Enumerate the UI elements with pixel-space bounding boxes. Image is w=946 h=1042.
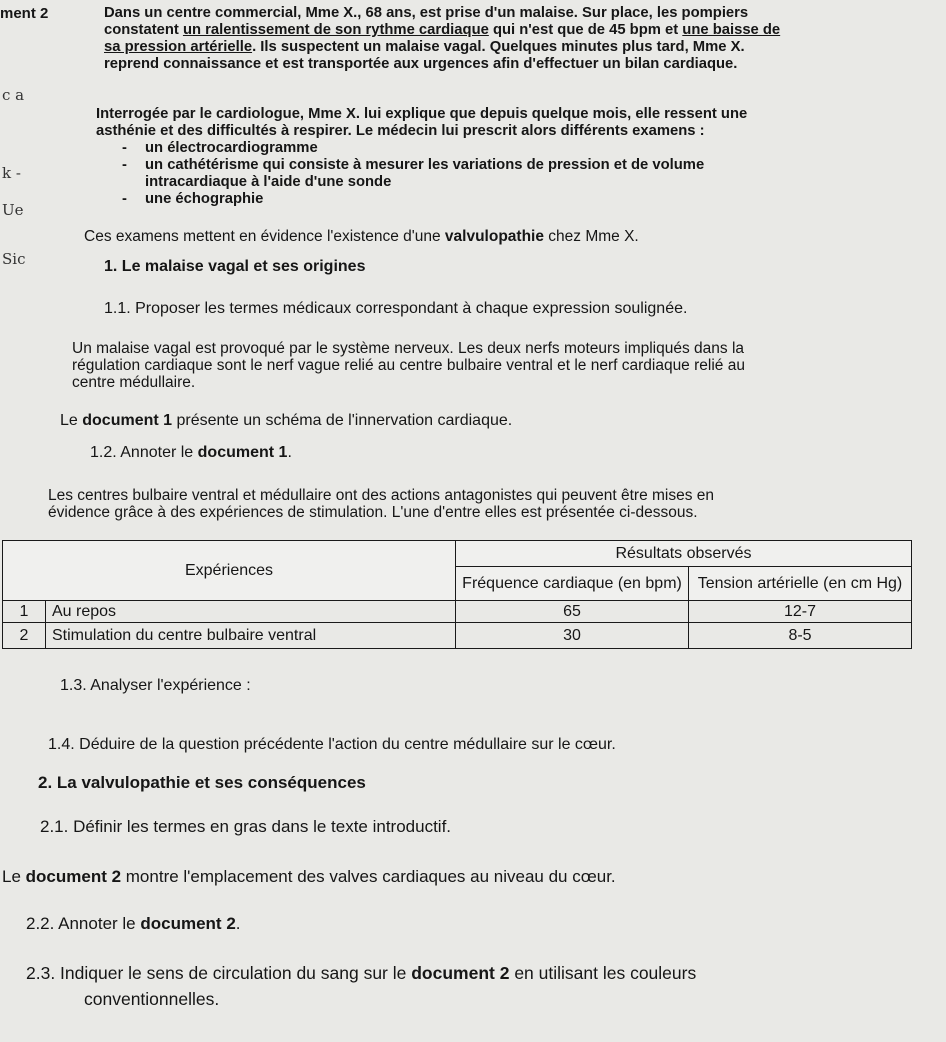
bullet-dash: - bbox=[122, 140, 127, 156]
margin-scribble: Ue bbox=[2, 201, 24, 219]
question-1-1: 1.1. Proposer les termes médicaux correspondant à chaque expression soulignée. bbox=[104, 300, 688, 317]
margin-scribble: c a bbox=[2, 86, 25, 104]
valvulopathie-line: Ces examens mettent en évidence l'existence d'une valvulopathie chez Mme X. bbox=[84, 228, 639, 245]
document-1-intro: Le document 1 présente un schéma de l'innervation cardiaque. bbox=[60, 412, 513, 429]
bullet-dash: - bbox=[122, 157, 127, 173]
question-1-2: 1.2. Annoter le document 1. bbox=[90, 444, 292, 461]
exam-item: un électrocardiogramme bbox=[145, 140, 318, 156]
table-row bbox=[3, 623, 912, 649]
row-frequency: 65 bbox=[456, 601, 689, 623]
question-2-3-continued: conventionnelles. bbox=[84, 989, 220, 1009]
question-1-3: 1.3. Analyser l'expérience : bbox=[60, 677, 251, 694]
intro-line: sa pression artérielle. Ils suspectent un malaise vagal. Quelques minutes plus tard, Mme X. bbox=[104, 39, 745, 55]
header-tension: Tension artérielle (en cm Hg) bbox=[689, 567, 912, 601]
row-frequency: 30 bbox=[456, 623, 689, 649]
table-header-row bbox=[3, 541, 912, 567]
results-table bbox=[2, 540, 912, 649]
header-results: Résultats observés bbox=[456, 541, 912, 567]
section-title: 2. La valvulopathie et ses conséquences bbox=[38, 773, 366, 792]
cardio-line: Interrogée par le cardiologue, Mme X. lui explique que depuis quelque mois, elle ressent une bbox=[96, 106, 748, 122]
body-line: Les centres bulbaire ventral et médullaire ont des actions antagonistes qui peuvent être mises en bbox=[48, 487, 715, 504]
margin-scribble: k - bbox=[2, 164, 21, 182]
question-1-4: 1.4. Déduire de la question précédente l'action du centre médullaire sur le cœur. bbox=[48, 736, 616, 753]
row-tension: 8-5 bbox=[689, 623, 912, 649]
margin-scribble: Sic bbox=[2, 250, 26, 268]
header-experiences: Expériences bbox=[3, 541, 456, 601]
exam-item: intracardiaque à l'aide d'une sonde bbox=[145, 174, 392, 190]
row-label: Au repos bbox=[46, 601, 456, 623]
exam-item: un cathétérisme qui consiste à mesurer les variations de pression et de volume bbox=[145, 157, 705, 173]
body-line: centre médullaire. bbox=[72, 374, 196, 391]
exam-item: une échographie bbox=[145, 191, 264, 207]
row-label: Stimulation du centre bulbaire ventral bbox=[46, 623, 456, 649]
intro-line: constatent un ralentissement de son rythme cardiaque qui n'est que de 45 bpm et une baisse de bbox=[104, 22, 781, 38]
cardio-line: asthénie et des difficultés à respirer. Le médecin lui prescrit alors différents examens : bbox=[96, 123, 705, 139]
document-2-intro: Le document 2 montre l'emplacement des valves cardiaques au niveau du cœur. bbox=[2, 867, 616, 886]
header-frequency: Fréquence cardiaque (en bpm) bbox=[456, 567, 689, 601]
body-line: régulation cardiaque sont le nerf vague relié au centre bulbaire ventral et le nerf cardiaque relié au bbox=[72, 357, 745, 374]
question-2-1: 2.1. Définir les termes en gras dans le texte introductif. bbox=[40, 817, 452, 836]
intro-line: Dans un centre commercial, Mme X., 68 ans, est prise d'un malaise. Sur place, les pompiers bbox=[104, 5, 749, 21]
row-number: 1 bbox=[3, 601, 46, 623]
row-number: 2 bbox=[3, 623, 46, 649]
row-tension: 12-7 bbox=[689, 601, 912, 623]
bullet-dash: - bbox=[122, 191, 127, 207]
table-row bbox=[3, 601, 912, 623]
question-2-3: 2.3. Indiquer le sens de circulation du sang sur le document 2 en utilisant les couleurs bbox=[26, 963, 697, 983]
document-label-fragment: ment 2 bbox=[0, 5, 49, 22]
section-title: 1. Le malaise vagal et ses origines bbox=[104, 258, 366, 275]
body-line: évidence grâce à des expériences de stimulation. L'une d'entre elles est présentée ci-dessous. bbox=[48, 504, 698, 521]
intro-line: reprend connaissance et est transportée aux urgences afin d'effectuer un bilan cardiaque. bbox=[104, 56, 738, 72]
body-line: Un malaise vagal est provoqué par le système nerveux. Les deux nerfs moteurs impliqués dans la bbox=[72, 340, 745, 357]
question-2-2: 2.2. Annoter le document 2. bbox=[26, 914, 241, 933]
